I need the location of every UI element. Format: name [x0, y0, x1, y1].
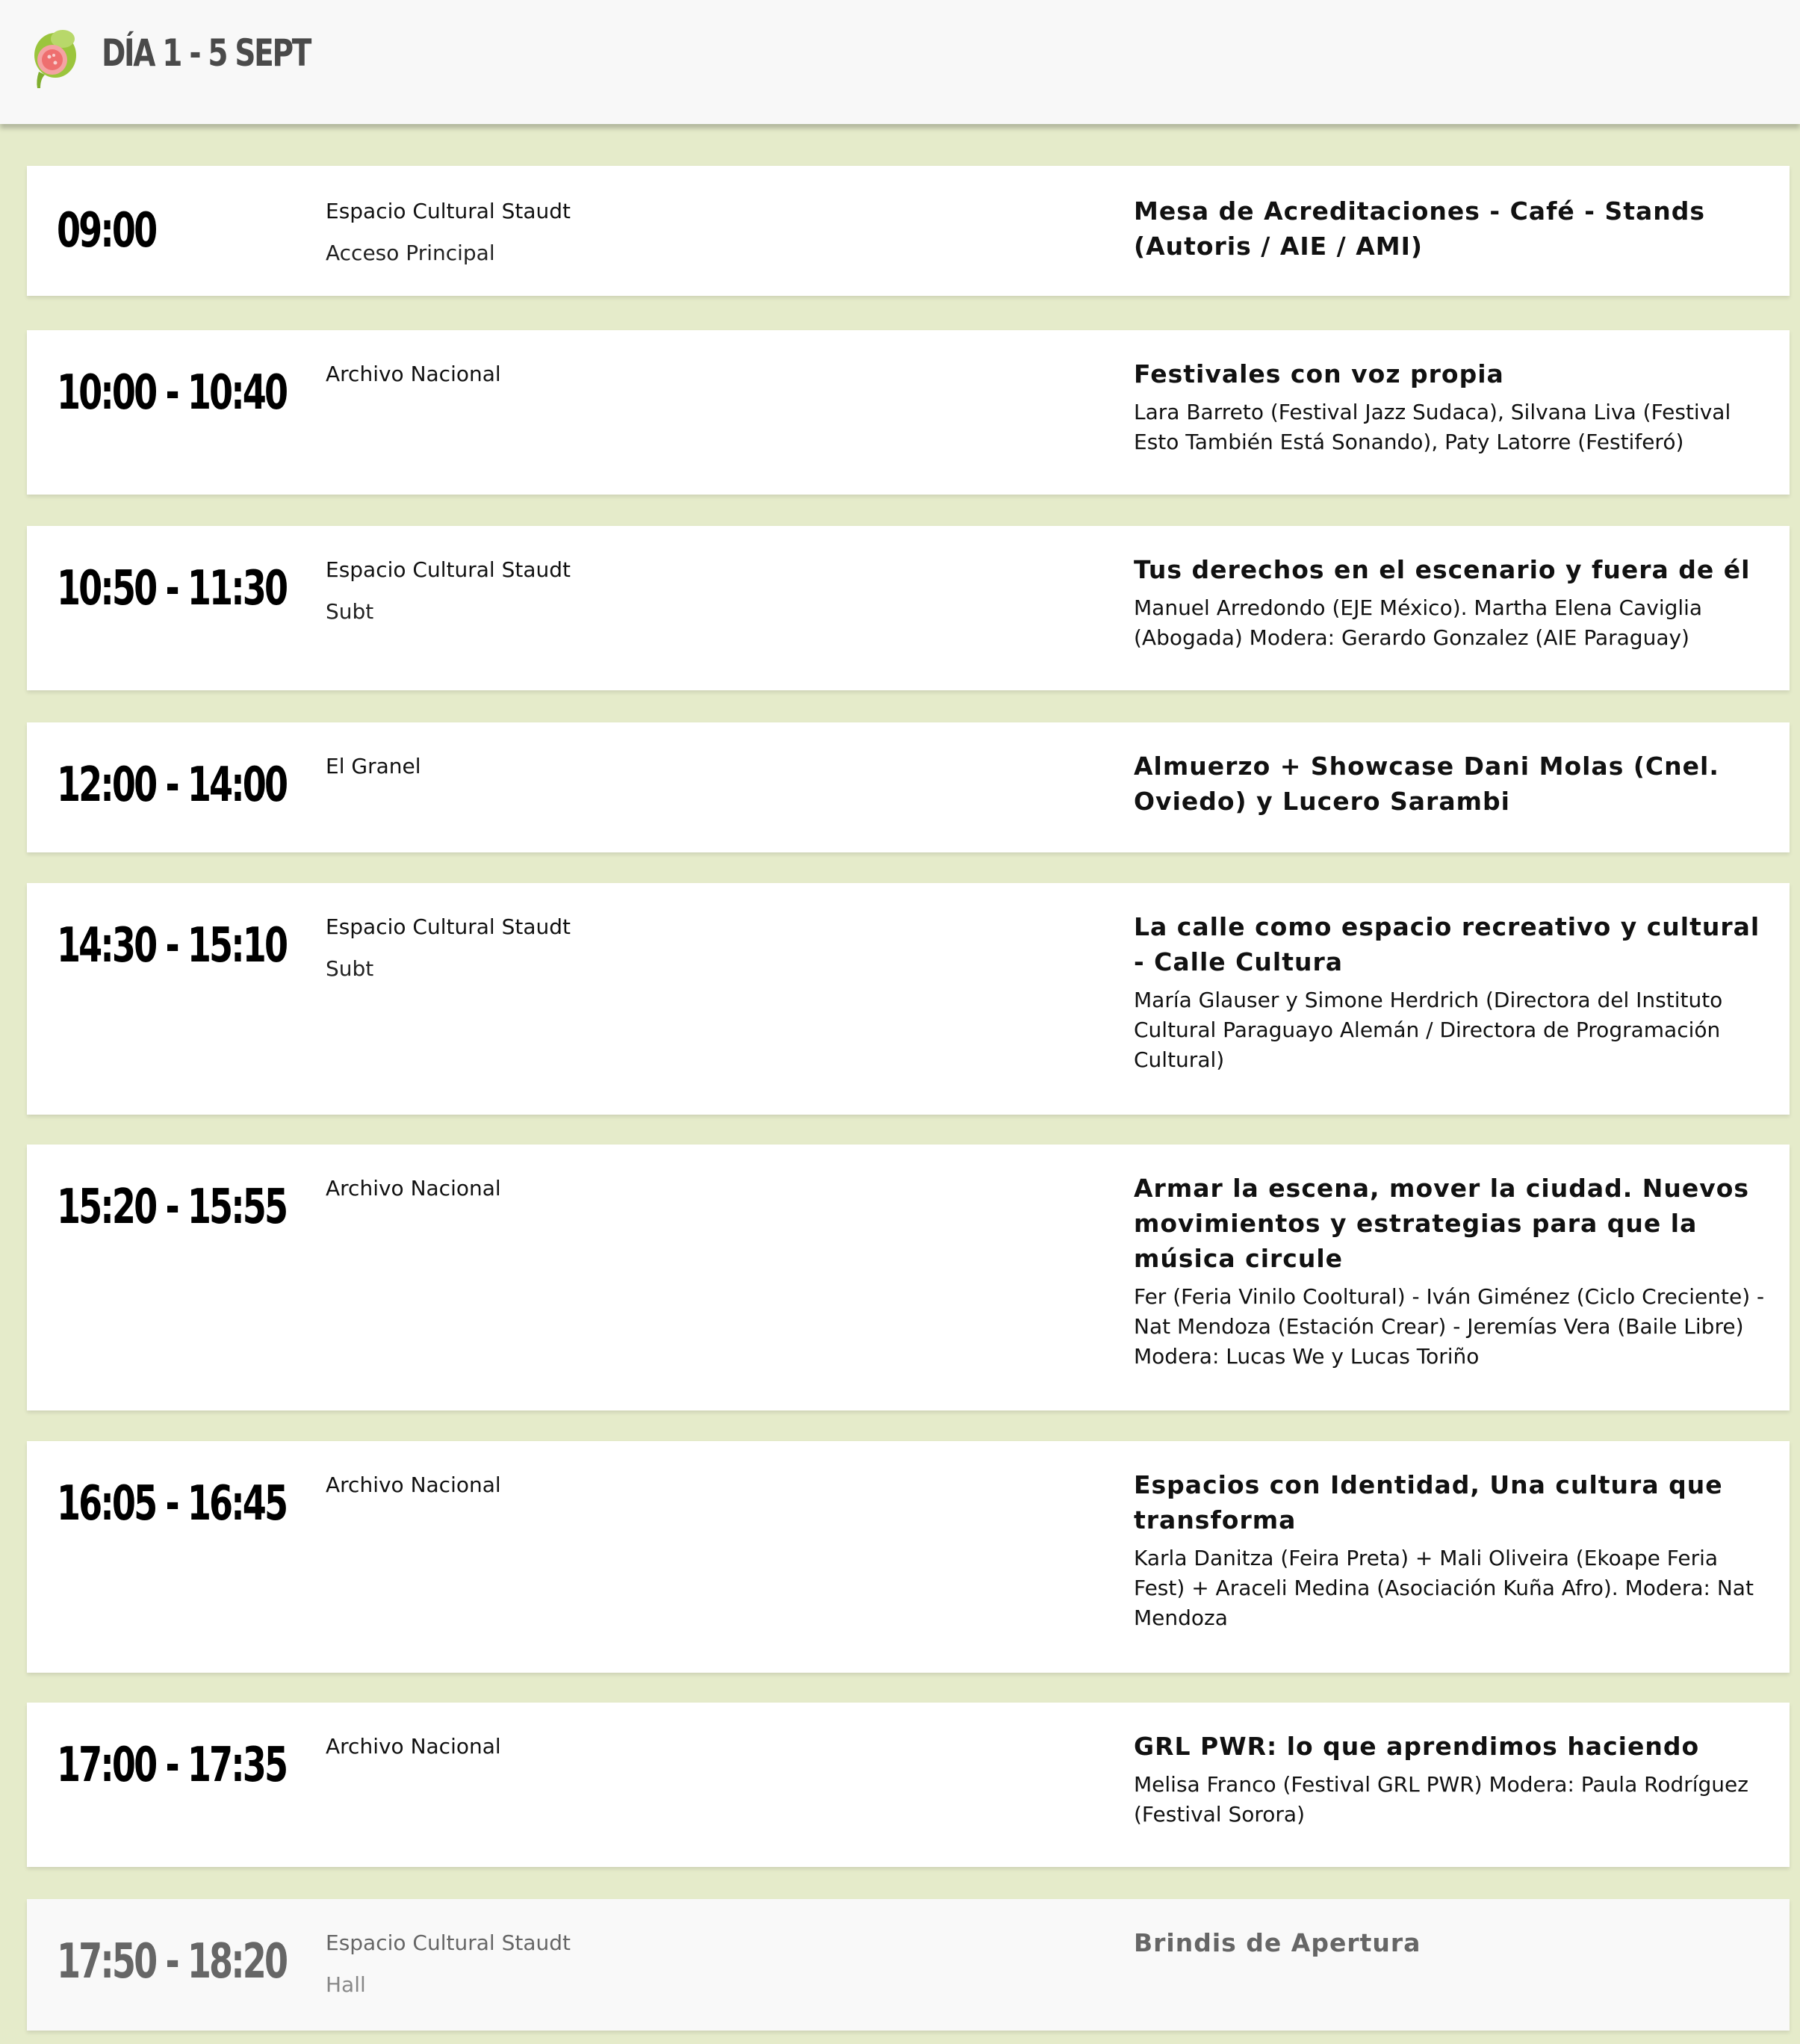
session-time: 09:00: [57, 203, 156, 258]
session-speakers: Fer (Feria Vinilo Cooltural) - Iván Giménez (Ciclo Creciente) - Nat Mendoza (Estación Crear) - Jeremías Vera (Baile Libre) Modera: Lucas We y Lucas Toriño: [1134, 1284, 1765, 1369]
session-room: Subt: [326, 599, 374, 624]
session-venue: Archivo Nacional: [326, 1176, 501, 1201]
session-room: Acceso Principal: [326, 241, 495, 265]
guava-fruit-icon: [28, 22, 79, 90]
session-card[interactable]: [27, 1703, 1790, 1867]
session-title: Brindis de Apertura: [1134, 1928, 1421, 1957]
session-time: 14:30 - 15:10: [57, 918, 287, 973]
session-card[interactable]: [27, 166, 1790, 296]
session-title: Almuerzo + Showcase Dani Molas (Cnel. Oviedo) y Lucero Sarambi: [1134, 752, 1719, 816]
session-card[interactable]: [27, 330, 1790, 495]
session-speakers: Manuel Arredondo (EJE México). Martha Elena Caviglia (Abogada) Modera: Gerardo Gonzalez (AIE Paraguay): [1134, 595, 1703, 650]
session-title: Armar la escena, mover la ciudad. Nuevos movimientos y estrategias para que la música circule: [1134, 1174, 1750, 1273]
session-speakers: Lara Barreto (Festival Jazz Sudaca), Silvana Liva (Festival Esto También Está Sonando), Paty Latorre (Festiferó): [1134, 400, 1731, 454]
session-venue: Archivo Nacional: [326, 1734, 501, 1759]
session-card[interactable]: [27, 722, 1790, 852]
session-title: Espacios con Identidad, Una cultura que transforma: [1134, 1470, 1723, 1534]
session-venue: Espacio Cultural Staudt: [326, 199, 571, 223]
session-title: GRL PWR: lo que aprendimos haciendo: [1134, 1732, 1700, 1761]
session-venue: Espacio Cultural Staudt: [326, 557, 571, 582]
session-venue: Espacio Cultural Staudt: [326, 1930, 571, 1955]
session-venue: Archivo Nacional: [326, 362, 501, 386]
session-venue: El Granel: [326, 754, 421, 778]
session-card[interactable]: [27, 883, 1790, 1115]
session-title: La calle como espacio recreativo y cultural - Calle Cultura: [1134, 912, 1760, 976]
page-header: [0, 0, 1800, 124]
session-title: Mesa de Acreditaciones - Café - Stands (Autoris / AIE / AMI): [1134, 196, 1706, 261]
session-time: 16:05 - 16:45: [57, 1476, 287, 1532]
session-speakers: María Glauser y Simone Herdrich (Directora del Instituto Cultural Paraguayo Alemán / Directora de Programación Cultural): [1134, 988, 1723, 1072]
session-speakers: Karla Danitza (Feira Preta) + Mali Oliveira (Ekoape Feria Fest) + Araceli Medina (Asociación Kuña Afro). Modera: Nat Mendoza: [1134, 1546, 1754, 1630]
session-venue: Archivo Nacional: [326, 1472, 501, 1497]
session-time: 10:50 - 11:30: [57, 561, 287, 616]
session-title: Tus derechos en el escenario y fuera de él: [1134, 555, 1751, 584]
page-title: DÍA 1 - 5 SEPT: [102, 31, 310, 75]
session-time: 12:00 - 14:00: [57, 758, 287, 813]
session-time: 15:20 - 15:55: [57, 1180, 287, 1235]
session-time: 10:00 - 10:40: [57, 365, 287, 421]
session-card[interactable]: [27, 1441, 1790, 1673]
session-time: 17:00 - 17:35: [57, 1738, 287, 1793]
session-card[interactable]: [27, 526, 1790, 690]
session-room: Hall: [326, 1972, 366, 1997]
session-card[interactable]: [27, 1145, 1790, 1410]
session-card[interactable]: [27, 1899, 1790, 2031]
session-time: 17:50 - 18:20: [57, 1934, 287, 1989]
session-room: Subt: [326, 956, 374, 981]
session-title: Festivales con voz propia: [1134, 359, 1504, 388]
session-speakers: Melisa Franco (Festival GRL PWR) Modera: Paula Rodríguez (Festival Sorora): [1134, 1772, 1748, 1827]
session-venue: Espacio Cultural Staudt: [326, 914, 571, 939]
